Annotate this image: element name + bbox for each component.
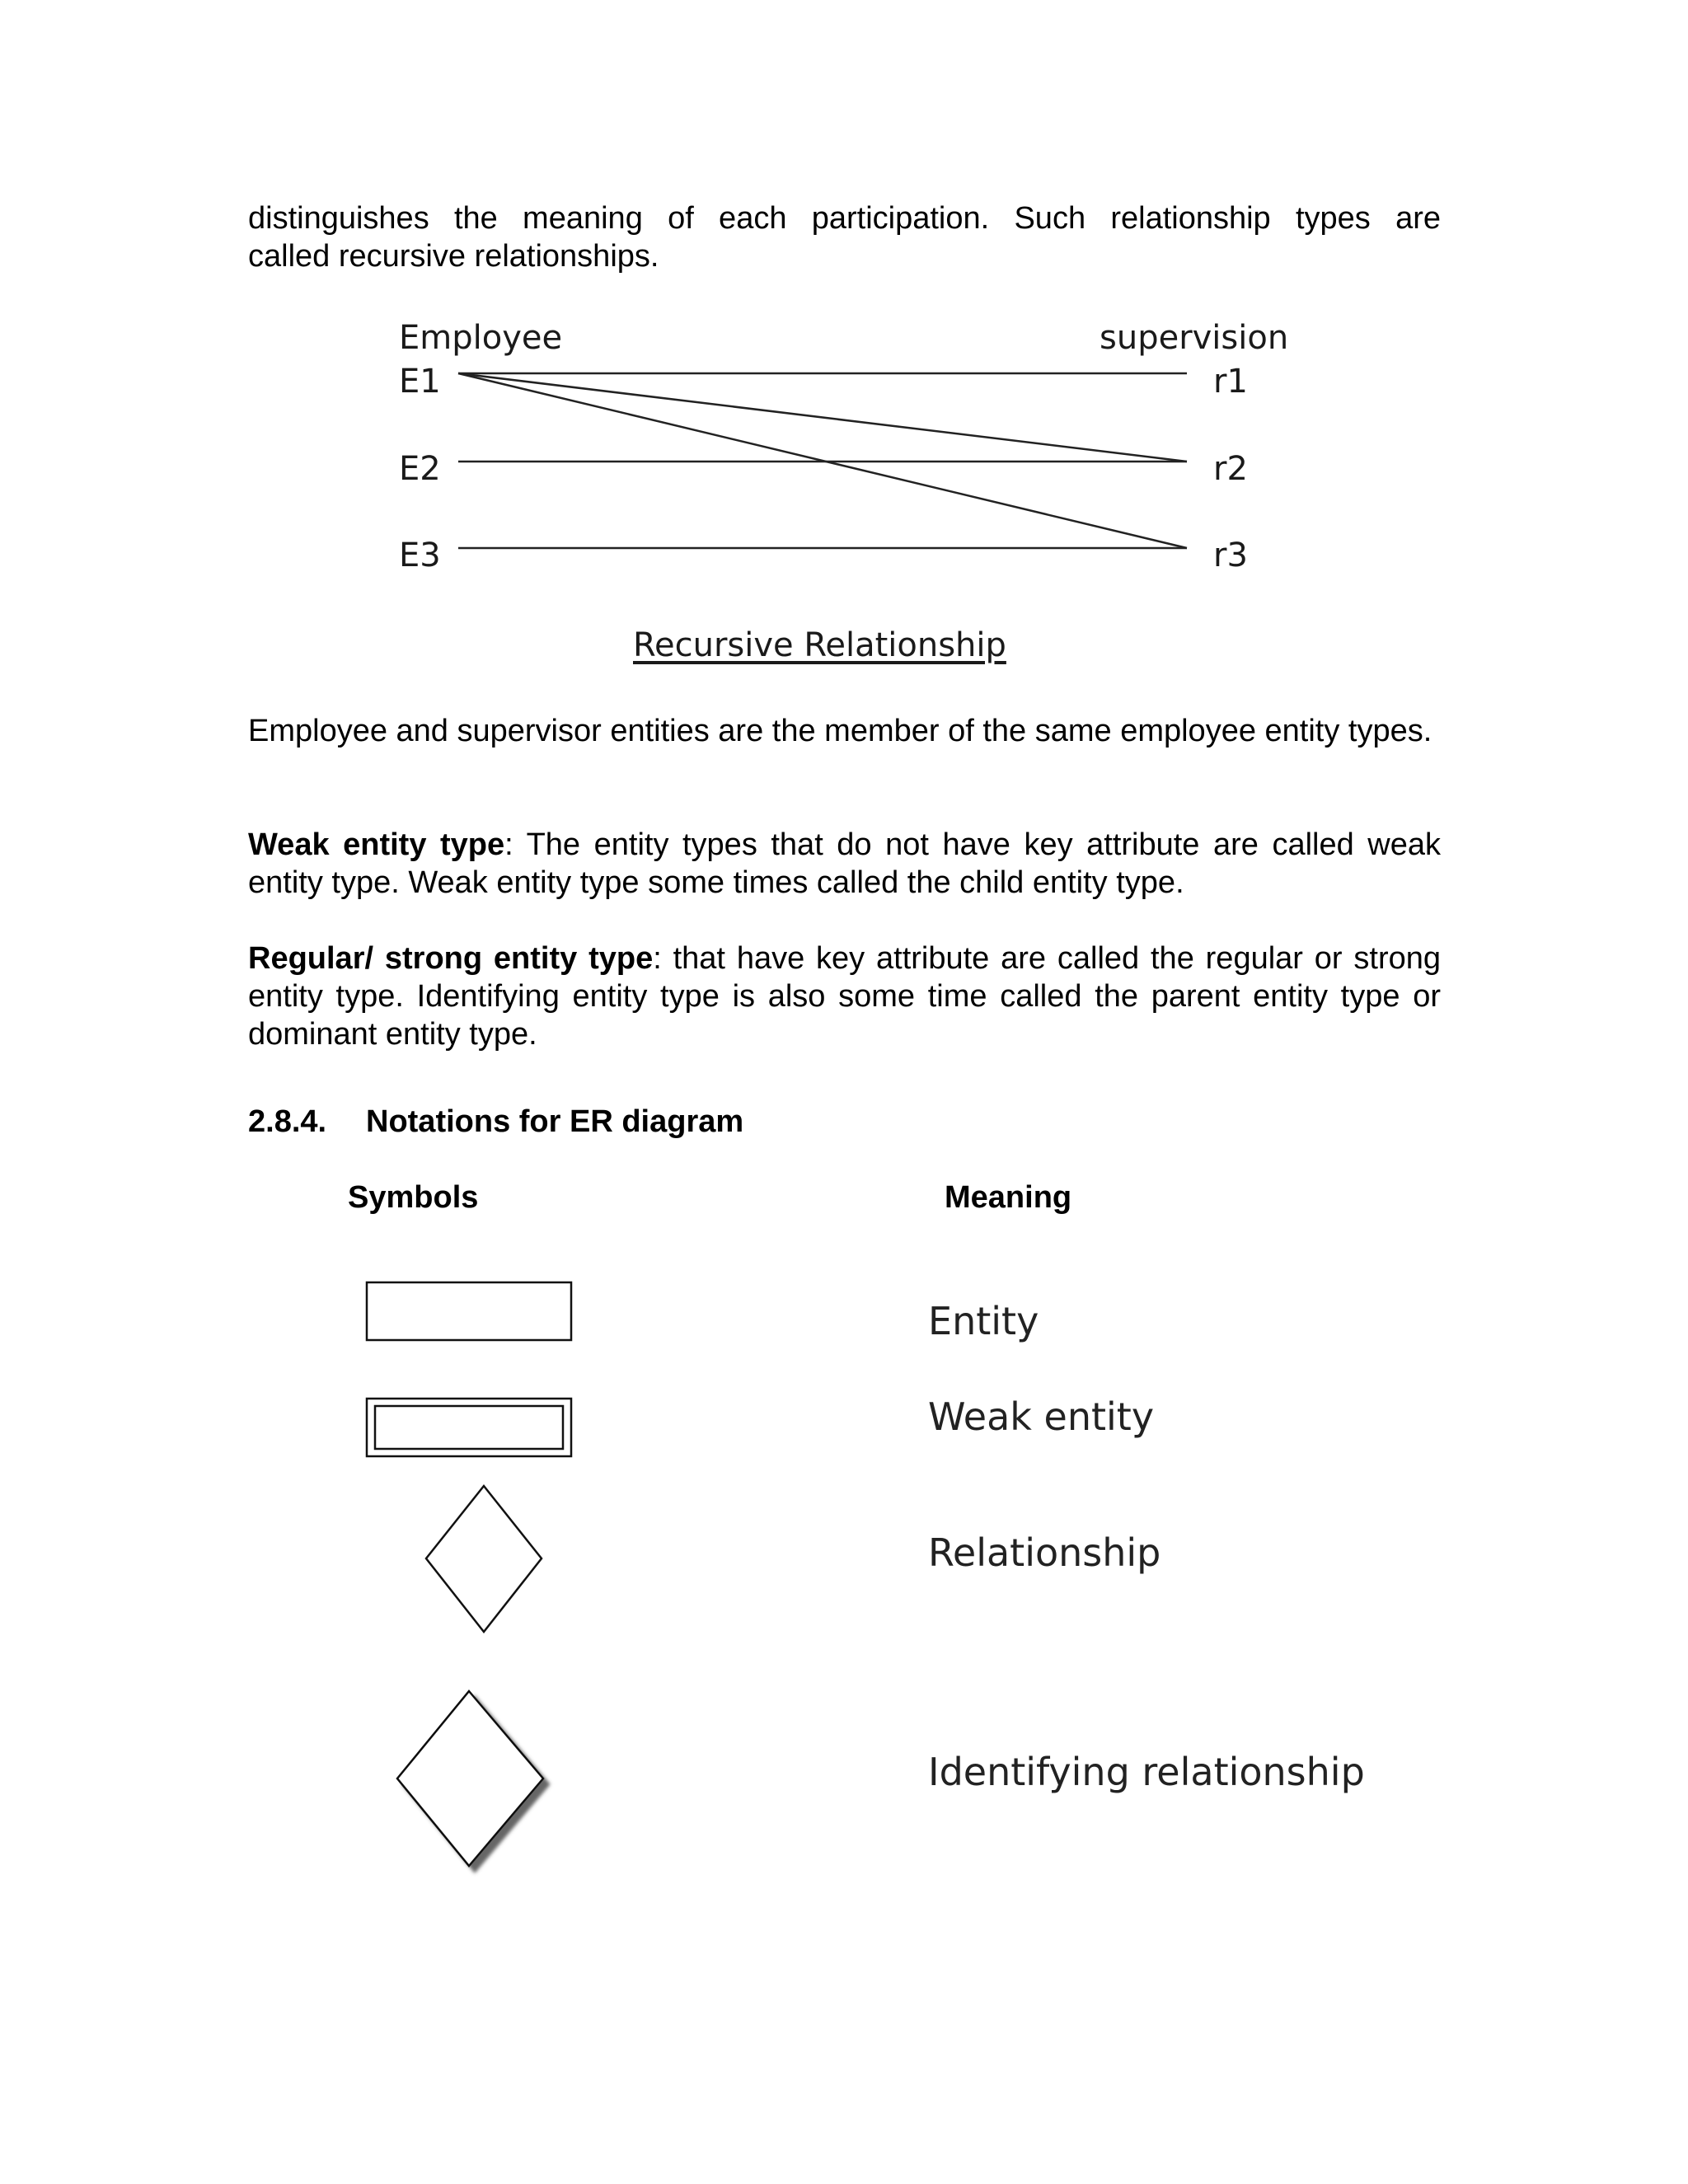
- weak-entity-text: : The entity types that do not have key attribute are called weak entity type. Weak entity type some times called the child entity type.: [248, 827, 1441, 900]
- node-e1: E1: [399, 363, 441, 401]
- node-r3: r3: [1213, 537, 1248, 574]
- entity-rectangle-symbol: [367, 1282, 571, 1340]
- meaning-relationship: Relationship: [928, 1530, 1161, 1575]
- meaning-column-header: Meaning: [945, 1180, 1072, 1215]
- section-number: 2.8.4.: [248, 1104, 327, 1139]
- relationship-diamond-symbol: [426, 1486, 542, 1632]
- members-paragraph: Employee and supervisor entities are the member of the same employee entity types.: [248, 714, 1432, 748]
- section-title: Notations for ER diagram: [366, 1104, 744, 1139]
- identifying-relationship-diamond-symbol: [397, 1691, 543, 1866]
- node-e3: E3: [399, 537, 441, 574]
- strong-entity-term: Regular/ strong entity type: [248, 941, 654, 976]
- diagram-right-title: supervision: [1100, 319, 1289, 357]
- weak-entity-double-rectangle-symbol: [367, 1399, 571, 1456]
- weak-entity-term: Weak entity type: [248, 827, 505, 862]
- intro-line-1: distinguishes the meaning of each participation. Such relationship types are: [248, 201, 1441, 236]
- meaning-weak-entity: Weak entity: [928, 1394, 1155, 1439]
- intro-line-2: called recursive relationships.: [248, 239, 659, 274]
- strong-entity-text: : that have key attribute are called the regular or strong entity type. Identifying entity type is also some time called the parent entity type or dominant entity type.: [248, 941, 1442, 1052]
- symbols-column-header: Symbols: [348, 1180, 479, 1215]
- node-r2: r2: [1213, 450, 1248, 488]
- diagram-caption: Recursive Relationship: [633, 626, 1006, 664]
- diagram-left-title: Employee: [399, 319, 563, 357]
- node-e2: E2: [399, 450, 441, 488]
- node-r1: r1: [1213, 363, 1248, 401]
- meaning-identifying-relationship: Identifying relationship: [928, 1750, 1365, 1794]
- meaning-entity: Entity: [928, 1299, 1039, 1343]
